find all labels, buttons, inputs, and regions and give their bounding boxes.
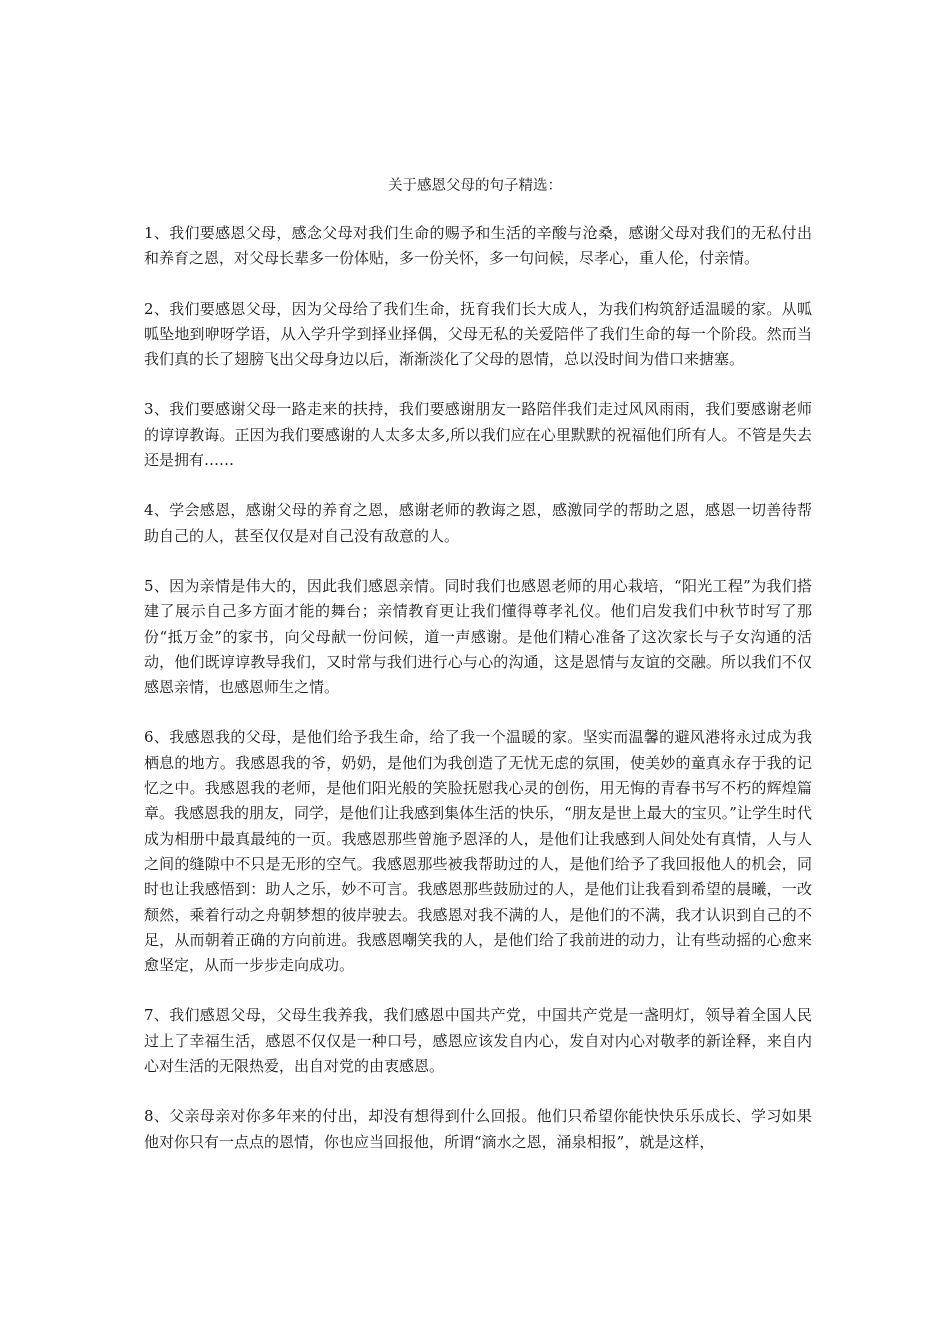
paragraph-8: 8、父亲母亲对你多年来的付出，却没有想得到什么回报。他们只希望你能快快乐乐成长、学习如果他对你只有一点点的恩情，你也应当回报他，所谓“滴水之恩，涌泉相报”，就是这样， bbox=[144, 1107, 812, 1151]
document-title: 关于感恩父母的句子精选： bbox=[388, 178, 562, 194]
paragraph-6: 6、我感恩我的父母，是他们给予我生命，给了我一个温暖的家。坚实而温馨的避风港将永过成为我栖息的地方。我感恩我的爷，奶奶，是他们为我创造了无忧无虑的氛围，使美妙的童真永存于我的记忆之中。我感恩我的老师，是他们阳光般的笑脸抚慰我心灵的创伤，用无悔的青春书写不朽的辉煌篇章。我感恩我的朋友，同学，是他们让我感到集体生活的快乐，“朋友是世上最大的宝贝。”让学生时代成为相册中最真最纯的一页。我感恩那些曾施予恩泽的人，是他们让我感到人间处处有真情，人与人之间的缝隙中不只是无形的空气。我感恩那些被我帮助过的人，是他们给予了我回报他人的机会，同时也让我感悟到：助人之乐，妙不可言。我感恩那些鼓励过的人，是他们让我看到希望的晨曦，一改颓然，乘着行动之舟朝梦想的彼岸驶去。我感恩对我不满的人，是他们的不满，我才认识到自己的不足，从而朝着正确的方向前进。我感恩嘲笑我的人，是他们给了我前进的动力，让有些动摇的心愈来愈坚定，从而一步步走向成功。 bbox=[144, 728, 812, 975]
document-body bbox=[144, 221, 812, 1180]
paragraph-2: 2、我们要感恩父母，因为父母给了我们生命，抚育我们长大成人，为我们构筑舒适温暖的家。从呱呱坠地到咿呀学语，从入学升学到择业择偶，父母无私的关爱陪伴了我们生命的每一个阶段。然而当我们真的长了翅膀飞出父母身边以后，渐渐淡化了父母的恩情，总以没时间为借口来搪塞。 bbox=[144, 299, 812, 369]
paragraph-1: 1、我们要感恩父母，感念父母对我们生命的赐予和生活的辛酸与沧桑，感谢父母对我们的无私付出和养育之恩，对父母长辈多一份体贴，多一份关怀，多一句问候，尽孝心，重人伦，付亲情。 bbox=[144, 224, 812, 268]
paragraph-7: 7、我们感恩父母，父母生我养我，我们感恩中国共产党，中国共产党是一盏明灯，领导着全国人民过上了幸福生活，感恩不仅仅是一种口号，感恩应该发自内心，发自对内心对敬孝的新诠释，来自内心对生活的无限热爱，出自对党的由衷感恩。 bbox=[144, 1006, 812, 1076]
paragraph-5: 5、因为亲情是伟大的，因此我们感恩亲情。同时我们也感恩老师的用心栽培，“阳光工程”为我们搭建了展示自己多方面才能的舞台；亲情教育更让我们懂得尊孝礼仪。他们启发我们中秋节时写了那份“抵万金”的家书，向父母献一份问候，道一声感谢。是他们精心准备了这次家长与子女沟通的活动，他们既谆谆教导我们，又时常与我们进行心与心的沟通，这是恩情与友谊的交融。所以我们不仅感恩亲情，也感恩师生之情。 bbox=[144, 576, 812, 697]
paragraph-3: 3、我们要感谢父母一路走来的扶持，我们要感谢朋友一路陪伴我们走过风风雨雨，我们要感谢老师的谆谆教诲。正因为我们要感谢的人太多太多,所以我们应在心里默默的祝福他们所有人。不管是失去还是拥有…… bbox=[144, 400, 812, 470]
paragraph-4: 4、学会感恩，感谢父母的养育之恩，感谢老师的教诲之恩，感激同学的帮助之恩，感恩一切善待帮助自己的人，甚至仅仅是对自己没有敌意的人。 bbox=[144, 501, 812, 545]
